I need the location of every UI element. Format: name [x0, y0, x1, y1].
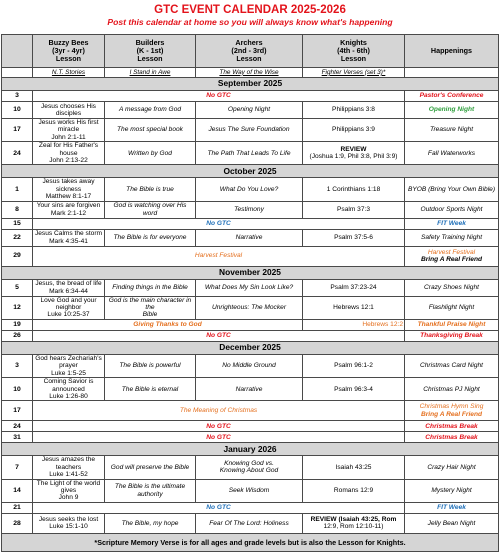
event-row: 15 No GTC FIT Week — [2, 218, 499, 229]
story-archers: The Way of the Wise — [196, 68, 303, 78]
month-row: September 2025 — [2, 78, 499, 91]
page-title: GTC EVENT CALENDAR 2025-2026 — [154, 4, 346, 16]
header-buzzy-bees: Buzzy Bees (3yr - 4yr) Lesson — [33, 35, 105, 68]
event-row: 29 Harvest Festival Harvest Festival Bring A Real Friend — [2, 246, 499, 266]
event-row: 10 Coming Savior is announced Luke 1:26-80 The Bible is eternal Narrative Psalm 96:3-4 Christmas PJ Night — [2, 378, 499, 401]
month-row: October 2025 — [2, 165, 499, 178]
header-knights: Knights (4th - 6th) Lesson — [303, 35, 405, 68]
header-row — [2, 35, 499, 68]
event-row: 3 No GTC Pastor's Conference — [2, 91, 499, 102]
month-row: November 2025 — [2, 266, 499, 279]
event-row: 19 Giving Thanks to God Hebrews 12:2 Thankful Praise Night — [2, 319, 499, 330]
event-row: 8 Your sins are forgiven Mark 2:1-12 God is watching over His word Testimony Psalm 37:3 Outdoor Sports Night — [2, 201, 499, 218]
header-happenings: Happenings — [405, 35, 499, 68]
event-row: 21 No GTC FIT Week — [2, 502, 499, 513]
header-archers: Archers (2nd - 3rd) Lesson — [196, 35, 303, 68]
page-subtitle: Post this calendar at home so you will always know what's happening — [107, 17, 393, 27]
story-knights: Fighter Verses (set 3)* — [303, 68, 405, 78]
event-row: 14 The Light of the world gives John 9 The Bible is the ultimate authority Seek Wisdom Romans 12:9 Mystery Night — [2, 479, 499, 502]
event-row: 26 No GTC Thanksgiving Break — [2, 330, 499, 341]
event-row: 28 Jesus seeks the lost Luke 15:1-10 The Bible, my hope Fear Of The Lord: Holiness REVIEW (Isaiah 43:25, Rom 12:9, Rom 12:10-11) Jelly Bean Night — [2, 513, 499, 533]
event-row: 24 Zeal for His Father's house John 2:13-22 Written by God The Path That Leads To Life REVIEW (Joshua 1:9, Phil 3:8, Phil 3:9) Fall Waterworks — [2, 142, 499, 165]
month-row: December 2025 — [2, 341, 499, 354]
event-row: 22 Jesus Calms the storm Mark 4:35-41 The Bible is for everyone Narrative Psalm 37:5-6 Safety Training Night — [2, 229, 499, 246]
event-row: 31 No GTC Christmas Break — [2, 432, 499, 443]
header-builders: Builders (K - 1st) Lesson — [105, 35, 196, 68]
event-row: 17 The Meaning of Christmas Christmas Hymn Sing Bring A Real Friend — [2, 401, 499, 421]
footer-note: *Scripture Memory Verse is for all ages and grade levels but is also the Lesson for Knights. — [2, 533, 499, 551]
event-row: 1 Jesus takes away sickness Matthew 8:1-17 The Bible is true What Do You Love? 1 Corinthians 1:18 BYOB (Bring Your Own Bible) — [2, 178, 499, 201]
event-row: 17 Jesus works His first miracle John 2:1-11 The most special book Jesus The Sure Foundation Philippians 3:9 Treasure Night — [2, 119, 499, 142]
story-builders: I Stand in Awe — [105, 68, 196, 78]
stories-row — [2, 68, 499, 78]
event-row: 3 God hears Zechariah's prayer Luke 1:5-25 The Bible is powerful No Middle Ground Psalm 96:1-2 Christmas Card Night — [2, 354, 499, 377]
story-buzzy-bees: N.T. Stories — [33, 68, 105, 78]
event-row: 7 Jesus amazes the teachers Luke 1:41-52 God will preserve the Bible Knowing God vs. Knowing About God Isaiah 43:25 Crazy Hair Night — [2, 456, 499, 479]
event-row: 12 Love God and your neighbor Luke 10:25-37 God is the main character in the Bible Unrighteous: The Mocker Hebrews 12:1 Flashlight Night — [2, 296, 499, 319]
month-row: January 2026 — [2, 443, 499, 456]
footer-row — [2, 533, 499, 551]
header-date — [2, 35, 33, 68]
event-row: 5 Jesus, the bread of life Mark 6:34-44 Finding things in the Bible What Does My Sin Look Like? Psalm 37:23-24 Crazy Shoes Night — [2, 279, 499, 296]
event-row: 24 No GTC Christmas Break — [2, 421, 499, 432]
event-row: 10 Jesus chooses His disciples A message from God Opening Night Philippians 3:8 Opening Night — [2, 102, 499, 119]
calendar-table — [1, 34, 499, 552]
